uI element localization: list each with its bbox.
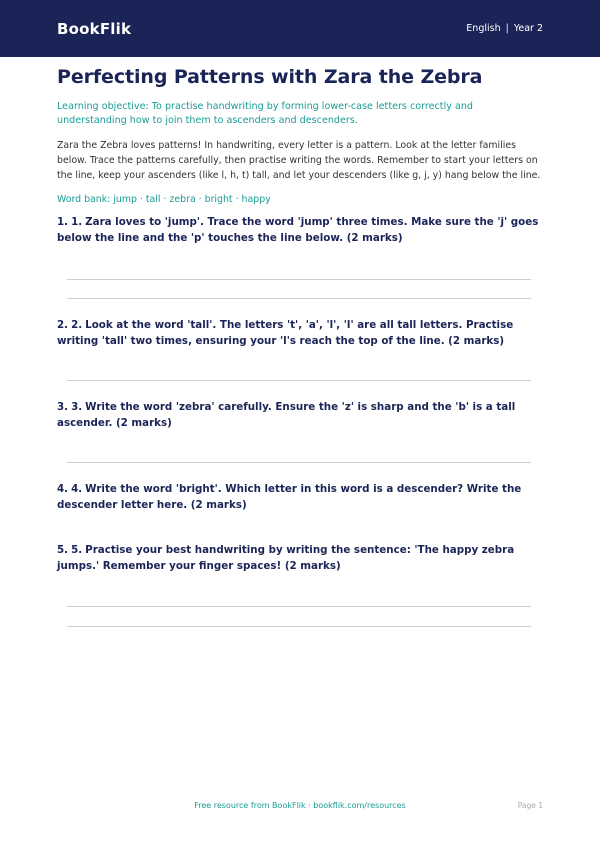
learning-objective: Learning objective: To practise handwriting by forming lower-case letters correctly and understanding how to join them to ascenders and descenders. bbox=[57, 101, 474, 126]
question-subnumber: 3. bbox=[71, 401, 83, 413]
page-number: Page 1 bbox=[517, 801, 543, 810]
footer-resource-link[interactable]: Free resource from BookFlik · bookflik.com/resources bbox=[194, 801, 406, 810]
question-subnumber: 1. bbox=[71, 216, 83, 228]
question-prompt: Zara loves to 'jump'. Trace the word 'jump' three times. Make sure the 'j' goes below the line and the 'p' touches the line below. (2 marks) bbox=[57, 216, 539, 244]
page-title: Perfecting Patterns with Zara the Zebra bbox=[57, 66, 483, 88]
question-number: 5. bbox=[57, 544, 69, 556]
question-4 bbox=[57, 482, 543, 513]
page-footer bbox=[0, 801, 600, 815]
question-text bbox=[57, 400, 543, 431]
question-text bbox=[57, 318, 543, 349]
word-bank-label: Word bank: bbox=[57, 194, 111, 205]
question-prompt: Practise your best handwriting by writing the sentence: 'The happy zebra jumps.' Remember your finger spaces! (2 marks) bbox=[57, 544, 515, 572]
writing-line[interactable] bbox=[67, 606, 531, 607]
question-prompt: Write the word 'bright'. Which letter in this word is a descender? Write the descender letter here. (2 marks) bbox=[57, 483, 522, 511]
question-subnumber: 4. bbox=[71, 483, 83, 495]
subject-meta bbox=[466, 23, 543, 34]
meta-separator: | bbox=[505, 23, 509, 34]
question-3 bbox=[57, 400, 543, 431]
worksheet-intro bbox=[57, 66, 543, 206]
brand-logo[interactable]: BookFlik bbox=[57, 19, 132, 38]
word-bank bbox=[57, 193, 543, 206]
question-number: 3. bbox=[57, 401, 69, 413]
question-prompt: Look at the word 'tall'. The letters 't', 'a', 'l', 'l' are all tall letters. Practise writing 'tall' two times, ensuring your 'l's reach the top of the line. (2 marks) bbox=[57, 319, 514, 347]
writing-line[interactable] bbox=[67, 279, 531, 280]
question-subnumber: 5. bbox=[71, 544, 83, 556]
word-bank-words: jump · tall · zebra · bright · happy bbox=[113, 194, 271, 205]
question-1 bbox=[57, 215, 543, 246]
writing-line[interactable] bbox=[67, 380, 531, 381]
writing-line[interactable] bbox=[67, 462, 531, 463]
year-level-label: Year 2 bbox=[513, 23, 543, 34]
writing-line[interactable] bbox=[67, 626, 531, 627]
intro-paragraph: Zara the Zebra loves patterns! In handwriting, every letter is a pattern. Look at the letter families below. Trace the patterns carefully, then practise writing the words. Remember to start your letters on the line, keep your ascenders (like l, h, t) tall, and let your descenders (like g, j, y) hang below the line. bbox=[57, 140, 541, 181]
question-text bbox=[57, 215, 543, 246]
question-number: 2. bbox=[57, 319, 69, 331]
question-5 bbox=[57, 543, 543, 574]
question-2 bbox=[57, 318, 543, 349]
question-number: 1. bbox=[57, 216, 69, 228]
question-text bbox=[57, 543, 543, 574]
question-prompt: Write the word 'zebra' carefully. Ensure the 'z' is sharp and the 'b' is a tall ascender. (2 marks) bbox=[57, 401, 516, 429]
question-number: 4. bbox=[57, 483, 69, 495]
writing-line[interactable] bbox=[67, 298, 531, 299]
subject-label: English bbox=[466, 23, 501, 34]
site-header bbox=[0, 0, 600, 57]
question-subnumber: 2. bbox=[71, 319, 83, 331]
question-text bbox=[57, 482, 543, 513]
